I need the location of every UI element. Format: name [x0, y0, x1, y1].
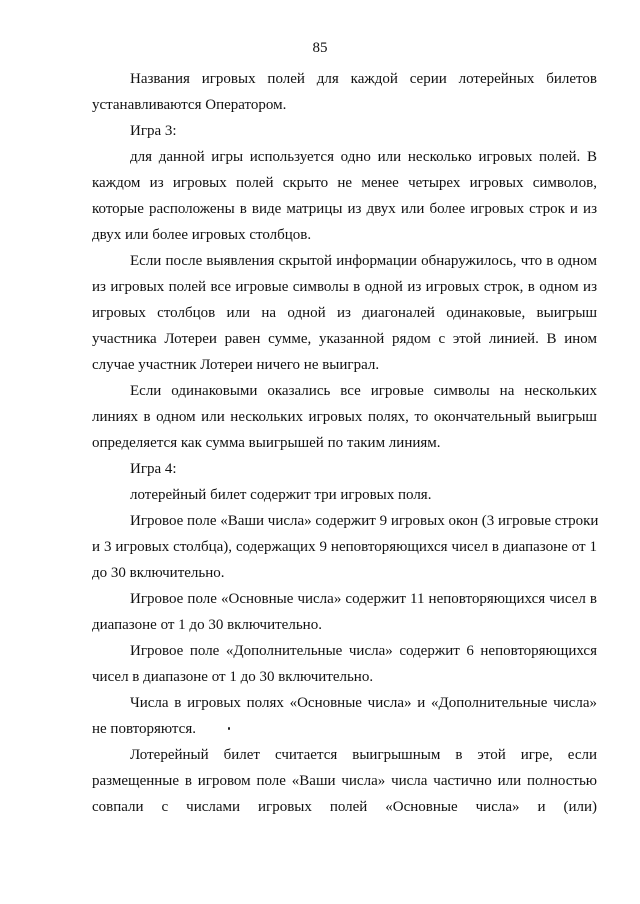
text-line: участника Лотереи равен сумме, указанной рядом с этой линией. В ином [92, 331, 597, 347]
text-line: линиях в одном или нескольких игровых полях, то окончательный выигрыш [92, 409, 597, 425]
text-line: и 3 игровых столбца), содержащих 9 неповторяющихся чисел в диапазоне от 1 [92, 539, 597, 555]
paragraph-game-3-fields [92, 144, 597, 248]
text-line: Игровое поле «Дополнительные числа» содержит 6 неповторяющихся [130, 643, 597, 659]
paragraph-additional-numbers-field [92, 638, 597, 690]
text-line: каждом из игровых полей скрыто не менее четырех игровых символов, [92, 175, 597, 191]
text-line: совпали с числами игровых полей «Основные числа» и (или) [92, 799, 597, 815]
text-line: Игровое поле «Основные числа» содержит 11 неповторяющихся чисел в [130, 591, 597, 607]
heading-game-4 [92, 456, 597, 482]
text-line: Лотерейный билет считается выигрышным в этой игре, если [130, 747, 597, 763]
text-line: Игра 4: [130, 461, 177, 477]
heading-game-3 [92, 118, 597, 144]
text-line: размещенные в игровом поле «Ваши числа» числа частично или полностью [92, 773, 597, 789]
text-line: Названия игровых полей для каждой серии лотерейных билетов [130, 71, 597, 87]
text-line: Игровое поле «Ваши числа» содержит 9 игровых окон (3 игровые строки [130, 513, 599, 529]
text-line: Если одинаковыми оказались все игровые символы на нескольких [130, 383, 597, 399]
text-line: не повторяются. [92, 721, 196, 737]
text-line: двух или более игровых столбцов. [92, 227, 312, 243]
paragraph-no-repeat [92, 690, 597, 742]
paragraph-game-4-ticket [92, 482, 597, 508]
text-line: игровых столбцов или на одной из диагоналей одинаковые, выигрыш [92, 305, 597, 321]
text-line: которые расположены в виде матрицы из двух или более игровых строк и из [92, 201, 597, 217]
text-line: чисел в диапазоне от 1 до 30 включительно. [92, 669, 374, 685]
document-body [92, 66, 597, 820]
text-line: Игра 3: [130, 123, 177, 139]
paragraph-winning-ticket [92, 742, 597, 820]
text-line: Числа в игровых полях «Основные числа» и «Дополнительные числа» [130, 695, 597, 711]
text-line: из игровых полей все игровые символы в одной из игровых строк, в одном из [92, 279, 597, 295]
scan-speck [228, 727, 230, 730]
text-line: Если после выявления скрытой информации обнаружилось, что в одном [130, 253, 597, 269]
text-line: до 30 включительно. [92, 565, 225, 581]
paragraph-main-numbers-field [92, 586, 597, 638]
paragraph-game-3-win-condition [92, 248, 597, 378]
text-line: диапазоне от 1 до 30 включительно. [92, 617, 322, 633]
text-line: устанавливаются Оператором. [92, 97, 287, 113]
text-line: определяется как сумма выигрышей по таким линиям. [92, 435, 441, 451]
text-line: лотерейный билет содержит три игровых поля. [130, 487, 432, 503]
page-number: 85 [312, 40, 328, 56]
text-line: для данной игры используется одно или несколько игровых полей. В [130, 149, 597, 165]
paragraph-game-3-multiple-lines [92, 378, 597, 456]
paragraph-your-numbers-field [92, 508, 597, 586]
text-line: случае участник Лотереи ничего не выиграл. [92, 357, 380, 373]
paragraph-field-names [92, 66, 597, 118]
